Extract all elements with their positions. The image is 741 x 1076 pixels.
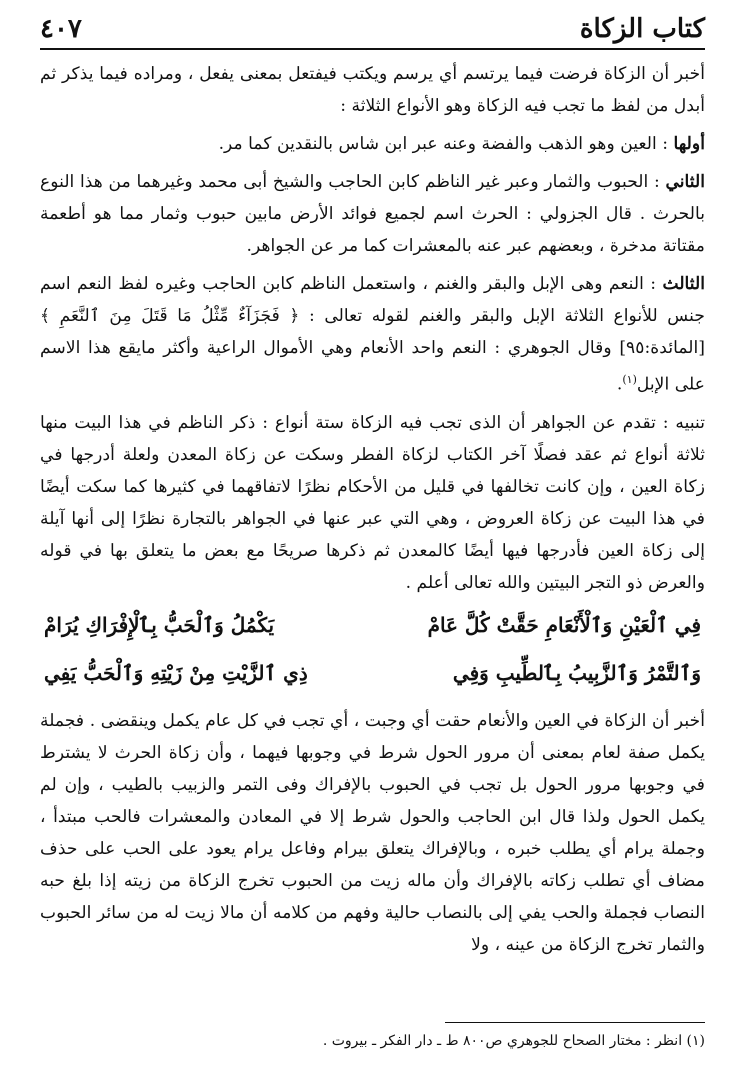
verse-2-first-hemistich: وَٱلتَّمْرُ وَٱلزَّبِيبُ بِٱلطِّيبِ وَفِي — [452, 660, 701, 685]
verse-1-first-hemistich: فِي ٱلْعَيْنِ وَٱلْأَنْعَامِ حَقَّتْ كُلَّ عَامْ — [427, 612, 701, 637]
paragraph-intro: أخبر أن الزكاة فرضت فيما يرتسم أي يرسم ويكتب فيفتعل بمعنى يفعل ، ومراده فيما يذكر ثم أبدل من لفظ ما تجب فيه الزكاة وهو الأنواع الثلاثة : — [40, 64, 705, 116]
footnote: (١) انظر : مختار الصحاح للجوهري ص٨٠٠ ط ـ دار الفكر ـ بيروت . — [322, 1033, 705, 1049]
verse-line-1 — [40, 605, 705, 645]
paragraph-third-type — [40, 268, 705, 401]
verse-line-2 — [40, 653, 705, 693]
verse-2-second-hemistich: ذِي ٱلزَّيْتِ مِنْ زَيْتِهِ وَٱلْحَبُّ يَفِي — [44, 660, 308, 685]
page-header — [40, 14, 705, 50]
footnote-divider — [445, 1022, 705, 1023]
first-type-heading: أولها — [673, 134, 705, 154]
verses-block — [40, 605, 705, 693]
paragraph-note: تنبيه : تقدم عن الجواهر أن الذى تجب فيه الزكاة ستة أنواع : ذكر الناظم في هذا البيت منها ثلاثة أنواع ثم عقد فصلًا آخر الكتاب لزكاة الفطر وسكت عن زكاة المعدن ولعلة أدرجها في زكاة العين ، وإن كانت تخالفها في قليل من الأحكام نظرًا لاتفاقهما في كثيرها كما سكت أيضًا في هذا البيت عن زكاة العروض ، وهي التي عبر عنها في الجواهر بالتجارة نظرًا إلى أنها آيلة إلى زكاة العين فأدرجها فيها أيضًا كالمعدن ثم ذكرها صريحًا مع بعض ما يتعلق بها في قوله والعرض ذو التجر البيتين والله تعالى أعلم . — [40, 412, 705, 593]
third-type-text: : النعم وهى الإبل والبقر والغنم ، واستعمل الناظم كابن الحاجب وغيره لفظ النعم اسم جنس للأنواع الثلاثة الإبل والبقر والغنم لقوله تعالى : ﴿ فَجَزَآءٌ مِّثْلُ مَا قَتَلَ مِنَ ٱلنَّعَمِ ﴾ [المائدة:٩٥] وقال الجوهري : النعم واحد الأنعام وهي الأموال الراعية وأكثر مايقع هذا الاسم على الإبل — [40, 274, 705, 395]
page-number: ٤٠٧ — [40, 14, 82, 44]
second-type-text: : الحبوب والثمار وعبر غير الناظم كابن الحاجب والشيخ أبى محمد وغيرهما من هذا النوع بالحرث . قال الجزولي : الحرث اسم لجميع فوائد الأرض مابين حبوب وثمار مما هو أطعمة مقتاتة مدخرة ، وبعضهم عبر عنه بالمعشرات كما مر عن الجواهر. — [40, 172, 705, 256]
paragraph-commentary: أخبر أن الزكاة في العين والأنعام حقت أي وجبت ، أي تجب في كل عام يكمل وينقضى . فجملة يكمل صفة لعام بمعنى أن مرور الحول شرط في وجوبها فيهما ، وأن زكاة الحرث لا يشترط في وجوبها مرور الحول بل تجب في الحبوب بالإفراك وفى التمر والزبيب بالطيب ، وإن لم يكمل الحول ولذا قال ابن الحاجب والحول شرط إلا في المعادن والمعشرات فالحب مبتدأ ، وجملة يرام أي يطلب خبره ، وبالإفراك يتعلق بيرام وفاعل يرام يعود على الحب على حذف مضاف أي تطلب زكاته بالإفراك وأن ماله زيت من الحبوب تخرج الزكاة من زيته إذا بلغ حبه النصاب فجملة والحب يفي إلى بالنصاب حالية وفهم من كلامه أن مالا زيت له من سائر الحبوب والثمار تخرج الزكاة من عينه ، ولا — [40, 710, 705, 955]
first-type-text: : العين وهو الذهب والفضة وعنه عبر ابن شاس بالنقدين كما مر. — [218, 134, 674, 154]
paragraph-first-type — [40, 128, 705, 160]
verse-1-second-hemistich: يَكْمُلُ وَٱلْحَبُّ بِٱلْإِفْرَاكِ يُرَامْ — [44, 612, 275, 637]
chapter-title: كتاب الزكاة — [579, 14, 705, 44]
third-type-end: . — [616, 374, 623, 395]
paragraph-second-type — [40, 166, 705, 262]
second-type-heading: الثاني — [665, 172, 705, 192]
third-type-heading: الثالث — [662, 274, 705, 294]
footnote-reference[interactable]: (١) — [622, 373, 637, 386]
